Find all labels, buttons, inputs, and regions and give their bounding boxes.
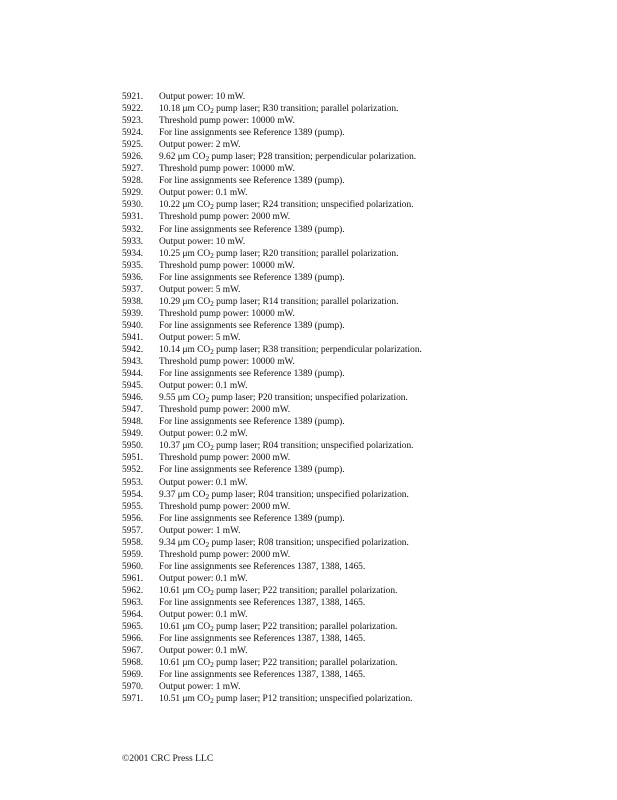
note-text (159, 175, 345, 187)
note-line (122, 392, 592, 404)
note-number: 5933. (122, 236, 144, 247)
note-text (159, 344, 422, 356)
note-text (159, 199, 414, 211)
note-text (159, 308, 295, 320)
note-line (122, 91, 592, 103)
note-text (159, 477, 247, 489)
note-text-part: 10.61 μm CO (159, 622, 211, 633)
note-text-part: Output power: 0.1 mW. (159, 477, 248, 488)
note-number: 5936. (122, 272, 144, 283)
note-text-part: Threshold pump power: 2000 mW. (159, 212, 291, 223)
note-text-part: pump laser; R04 transition; unspecified polarization. (209, 489, 409, 500)
note-line (122, 681, 592, 693)
subscript-digit: 2 (210, 298, 214, 308)
note-line (122, 332, 592, 344)
note-number: 5928. (122, 176, 144, 187)
note-number: 5953. (122, 477, 144, 488)
note-text (159, 260, 295, 272)
note-list (122, 91, 592, 705)
note-text-part: For line assignments see Reference 1389 (pump). (159, 417, 345, 428)
note-text-part: For line assignments see Reference 1389 (pump). (159, 176, 345, 187)
note-text-part: pump laser; P28 transition; perpendicular polarization. (209, 152, 417, 163)
note-text-part: For line assignments see References 1387, 1388, 1465. (159, 597, 366, 608)
note-line (122, 175, 592, 187)
note-text-part: Output power: 0.1 mW. (159, 610, 248, 621)
note-line (122, 151, 592, 163)
note-line (122, 597, 592, 609)
note-number: 5929. (122, 188, 144, 199)
note-line (122, 537, 592, 549)
note-text-part: Output power: 5 mW. (159, 284, 241, 295)
note-text (159, 657, 397, 669)
note-text (159, 464, 345, 476)
note-line (122, 236, 592, 248)
note-text (159, 681, 240, 693)
note-number: 5951. (122, 453, 144, 464)
note-text (159, 151, 416, 163)
note-number: 5948. (122, 417, 144, 428)
note-line (122, 501, 592, 513)
note-number: 5954. (122, 489, 144, 500)
note-text-part: For line assignments see References 1387, 1388, 1465. (159, 634, 366, 645)
note-text-part: Output power: 10 mW. (159, 92, 246, 102)
note-number: 5924. (122, 128, 144, 139)
note-text-part: 9.62 μm CO (159, 152, 206, 163)
note-number: 5952. (122, 465, 144, 476)
note-text-part: pump laser; R30 transition; parallel polarization. (213, 104, 399, 115)
note-text (159, 489, 409, 501)
note-text-part: 10.14 μm CO (159, 344, 211, 355)
note-line (122, 561, 592, 573)
note-text (159, 597, 365, 609)
note-text (159, 609, 247, 621)
note-number: 5947. (122, 405, 144, 416)
subscript-digit: 2 (210, 624, 214, 634)
note-number: 5922. (122, 104, 144, 115)
note-line (122, 224, 592, 236)
note-text-part: pump laser; R38 transition; perpendicular polarization. (213, 344, 422, 355)
subscript-digit: 2 (210, 443, 214, 453)
note-number: 5945. (122, 381, 144, 392)
note-text-part: Output power: 2 mW. (159, 140, 241, 151)
note-text (159, 440, 414, 452)
note-text (159, 187, 247, 199)
note-text (159, 693, 412, 705)
note-line (122, 452, 592, 464)
subscript-digit: 2 (210, 587, 214, 597)
note-line (122, 199, 592, 211)
note-line (122, 187, 592, 199)
note-text (159, 163, 295, 175)
note-number: 5937. (122, 284, 144, 295)
note-text-part: pump laser; P22 transition; parallel polarization. (213, 622, 398, 633)
note-number: 5921. (122, 92, 144, 102)
note-text-part: For line assignments see Reference 1389 (pump). (159, 224, 345, 235)
note-text (159, 115, 295, 127)
subscript-digit: 2 (210, 660, 214, 670)
note-text-part: pump laser; R14 transition; parallel polarization. (213, 296, 399, 307)
note-text-part: 9.55 μm CO (159, 393, 206, 404)
note-line (122, 139, 592, 151)
note-text (159, 380, 247, 392)
note-text (159, 91, 245, 103)
note-line (122, 380, 592, 392)
note-text-part: For line assignments see Reference 1389 (pump). (159, 465, 345, 476)
note-line (122, 320, 592, 332)
note-line (122, 573, 592, 585)
note-text (159, 525, 240, 537)
note-text (159, 549, 290, 561)
note-line (122, 585, 592, 597)
note-text (159, 428, 247, 440)
note-text-part: For line assignments see Reference 1389 (pump). (159, 320, 345, 331)
note-line (122, 669, 592, 681)
note-line (122, 260, 592, 272)
note-line (122, 657, 592, 669)
note-text-part: 9.34 μm CO (159, 537, 206, 548)
note-text (159, 561, 365, 573)
note-text (159, 248, 398, 260)
note-line (122, 525, 592, 537)
note-text (159, 272, 345, 284)
note-text (159, 332, 240, 344)
note-line (122, 513, 592, 525)
note-line (122, 344, 592, 356)
note-number: 5955. (122, 501, 144, 512)
note-number: 5960. (122, 561, 144, 572)
note-text-part: pump laser; P12 transition; unspecified polarization. (213, 694, 413, 705)
note-text-part: pump laser; P20 transition; unspecified polarization. (209, 393, 408, 404)
note-text-part: pump laser; R04 transition; unspecified polarization. (213, 441, 414, 452)
note-line (122, 404, 592, 416)
note-number: 5930. (122, 200, 144, 211)
note-text (159, 452, 290, 464)
note-text (159, 621, 397, 633)
note-number: 5931. (122, 212, 144, 223)
subscript-digit: 2 (205, 154, 210, 164)
note-line (122, 296, 592, 308)
note-text-part: 10.18 μm CO (159, 104, 211, 115)
note-text (159, 296, 398, 308)
note-text (159, 224, 345, 236)
note-text-part: pump laser; P22 transition; parallel polarization. (213, 585, 398, 596)
note-number: 5938. (122, 296, 144, 307)
note-number: 5966. (122, 634, 144, 645)
note-text-part: Threshold pump power: 2000 mW. (159, 453, 291, 464)
note-text-part: Threshold pump power: 10000 mW. (159, 164, 295, 175)
note-number: 5943. (122, 357, 144, 368)
note-number: 5956. (122, 513, 144, 524)
note-number: 5942. (122, 344, 144, 355)
note-text-part: 10.29 μm CO (159, 296, 211, 307)
note-text (159, 392, 408, 404)
note-line (122, 211, 592, 223)
note-text-part: Output power: 0.1 mW. (159, 188, 248, 199)
note-line (122, 693, 592, 705)
note-number: 5926. (122, 152, 144, 163)
note-line (122, 284, 592, 296)
note-number: 5946. (122, 393, 144, 404)
note-number: 5970. (122, 682, 144, 693)
note-text (159, 368, 345, 380)
note-number: 5958. (122, 537, 144, 548)
note-text (159, 513, 345, 525)
note-number: 5959. (122, 549, 144, 560)
note-text (159, 139, 240, 151)
note-line (122, 127, 592, 139)
note-line (122, 440, 592, 452)
note-text-part: Threshold pump power: 2000 mW. (159, 549, 291, 560)
note-text-part: For line assignments see References 1387, 1388, 1465. (159, 561, 366, 572)
note-text-part: Output power: 0.1 mW. (159, 646, 248, 657)
note-text-part: Threshold pump power: 2000 mW. (159, 501, 291, 512)
note-text-part: 10.51 μm CO (159, 694, 211, 705)
note-text (159, 501, 290, 513)
note-text (159, 416, 345, 428)
note-line (122, 103, 592, 115)
note-text-part: Output power: 0.1 mW. (159, 573, 248, 584)
note-text (159, 320, 345, 332)
note-number: 5961. (122, 573, 144, 584)
note-number: 5969. (122, 670, 144, 681)
note-text-part: Threshold pump power: 10000 mW. (159, 308, 295, 319)
subscript-digit: 2 (205, 539, 210, 549)
note-number: 5927. (122, 164, 144, 175)
note-text-part: Output power: 5 mW. (159, 332, 241, 343)
note-line (122, 272, 592, 284)
note-line (122, 248, 592, 260)
note-number: 5941. (122, 332, 144, 343)
note-number: 5962. (122, 585, 144, 596)
note-text-part: Threshold pump power: 10000 mW. (159, 357, 295, 368)
note-text (159, 284, 240, 296)
subscript-digit: 2 (210, 106, 214, 116)
note-line (122, 163, 592, 175)
note-line (122, 645, 592, 657)
note-number: 5923. (122, 116, 144, 127)
note-number: 5950. (122, 441, 144, 452)
note-text (159, 127, 345, 139)
note-line (122, 609, 592, 621)
note-number: 5944. (122, 369, 144, 380)
copyright-footer: ©2001 CRC Press LLC (122, 753, 214, 764)
note-text-part: For line assignments see Reference 1389 (pump). (159, 272, 345, 283)
note-text (159, 633, 365, 645)
note-text (159, 645, 247, 657)
note-text-part: pump laser; R24 transition; unspecified polarization. (213, 200, 414, 211)
note-number: 5971. (122, 694, 144, 705)
note-line (122, 428, 592, 440)
note-number: 5964. (122, 610, 144, 621)
note-text-part: 10.25 μm CO (159, 248, 211, 259)
note-line (122, 549, 592, 561)
note-text-part: 9.37 μm CO (159, 489, 206, 500)
note-text (159, 537, 409, 549)
note-text-part: 10.61 μm CO (159, 658, 211, 669)
note-text-part: Output power: 0.1 mW. (159, 381, 248, 392)
note-text-part: Threshold pump power: 2000 mW. (159, 405, 291, 416)
note-text-part: Output power: 0.2 mW. (159, 429, 248, 440)
note-number: 5925. (122, 140, 144, 151)
note-text-part: Output power: 10 mW. (159, 236, 246, 247)
note-line (122, 416, 592, 428)
note-line (122, 356, 592, 368)
note-text-part: Output power: 1 mW. (159, 682, 241, 693)
note-number: 5939. (122, 308, 144, 319)
note-text-part: For line assignments see Reference 1389 (pump). (159, 369, 345, 380)
note-text-part: pump laser; R20 transition; parallel polarization. (213, 248, 399, 259)
note-text (159, 236, 245, 248)
note-text-part: 10.22 μm CO (159, 200, 211, 211)
subscript-digit: 2 (210, 346, 214, 356)
note-line (122, 489, 592, 501)
note-line (122, 633, 592, 645)
note-line (122, 477, 592, 489)
note-text-part: Threshold pump power: 10000 mW. (159, 260, 295, 271)
subscript-digit: 2 (210, 250, 214, 260)
note-number: 5967. (122, 646, 144, 657)
note-line (122, 368, 592, 380)
note-line (122, 464, 592, 476)
note-text (159, 573, 247, 585)
note-text (159, 211, 290, 223)
note-number: 5949. (122, 429, 144, 440)
note-line (122, 308, 592, 320)
note-number: 5932. (122, 224, 144, 235)
note-number: 5957. (122, 525, 144, 536)
note-text (159, 669, 365, 681)
note-line (122, 621, 592, 633)
note-text-part: For line assignments see Reference 1389 (pump). (159, 513, 345, 524)
subscript-digit: 2 (205, 395, 210, 405)
note-number: 5934. (122, 248, 144, 259)
note-text-part: pump laser; P22 transition; parallel polarization. (213, 658, 398, 669)
subscript-digit: 2 (210, 696, 214, 706)
note-text-part: For line assignments see Reference 1389 (pump). (159, 128, 345, 139)
note-text (159, 356, 295, 368)
note-number: 5935. (122, 260, 144, 271)
note-number: 5965. (122, 622, 144, 633)
note-text-part: For line assignments see References 1387, 1388, 1465. (159, 670, 366, 681)
note-number: 5940. (122, 320, 144, 331)
note-text-part: pump laser; R08 transition; unspecified polarization. (209, 537, 409, 548)
note-text-part: Threshold pump power: 10000 mW. (159, 116, 295, 127)
subscript-digit: 2 (205, 491, 210, 501)
subscript-digit: 2 (210, 202, 214, 212)
note-line (122, 115, 592, 127)
note-text (159, 404, 290, 416)
note-text-part: 10.37 μm CO (159, 441, 211, 452)
note-number: 5968. (122, 658, 144, 669)
note-text-part: Output power: 1 mW. (159, 525, 241, 536)
note-text (159, 585, 397, 597)
note-number: 5963. (122, 597, 144, 608)
note-text-part: 10.61 μm CO (159, 585, 211, 596)
note-text (159, 103, 398, 115)
